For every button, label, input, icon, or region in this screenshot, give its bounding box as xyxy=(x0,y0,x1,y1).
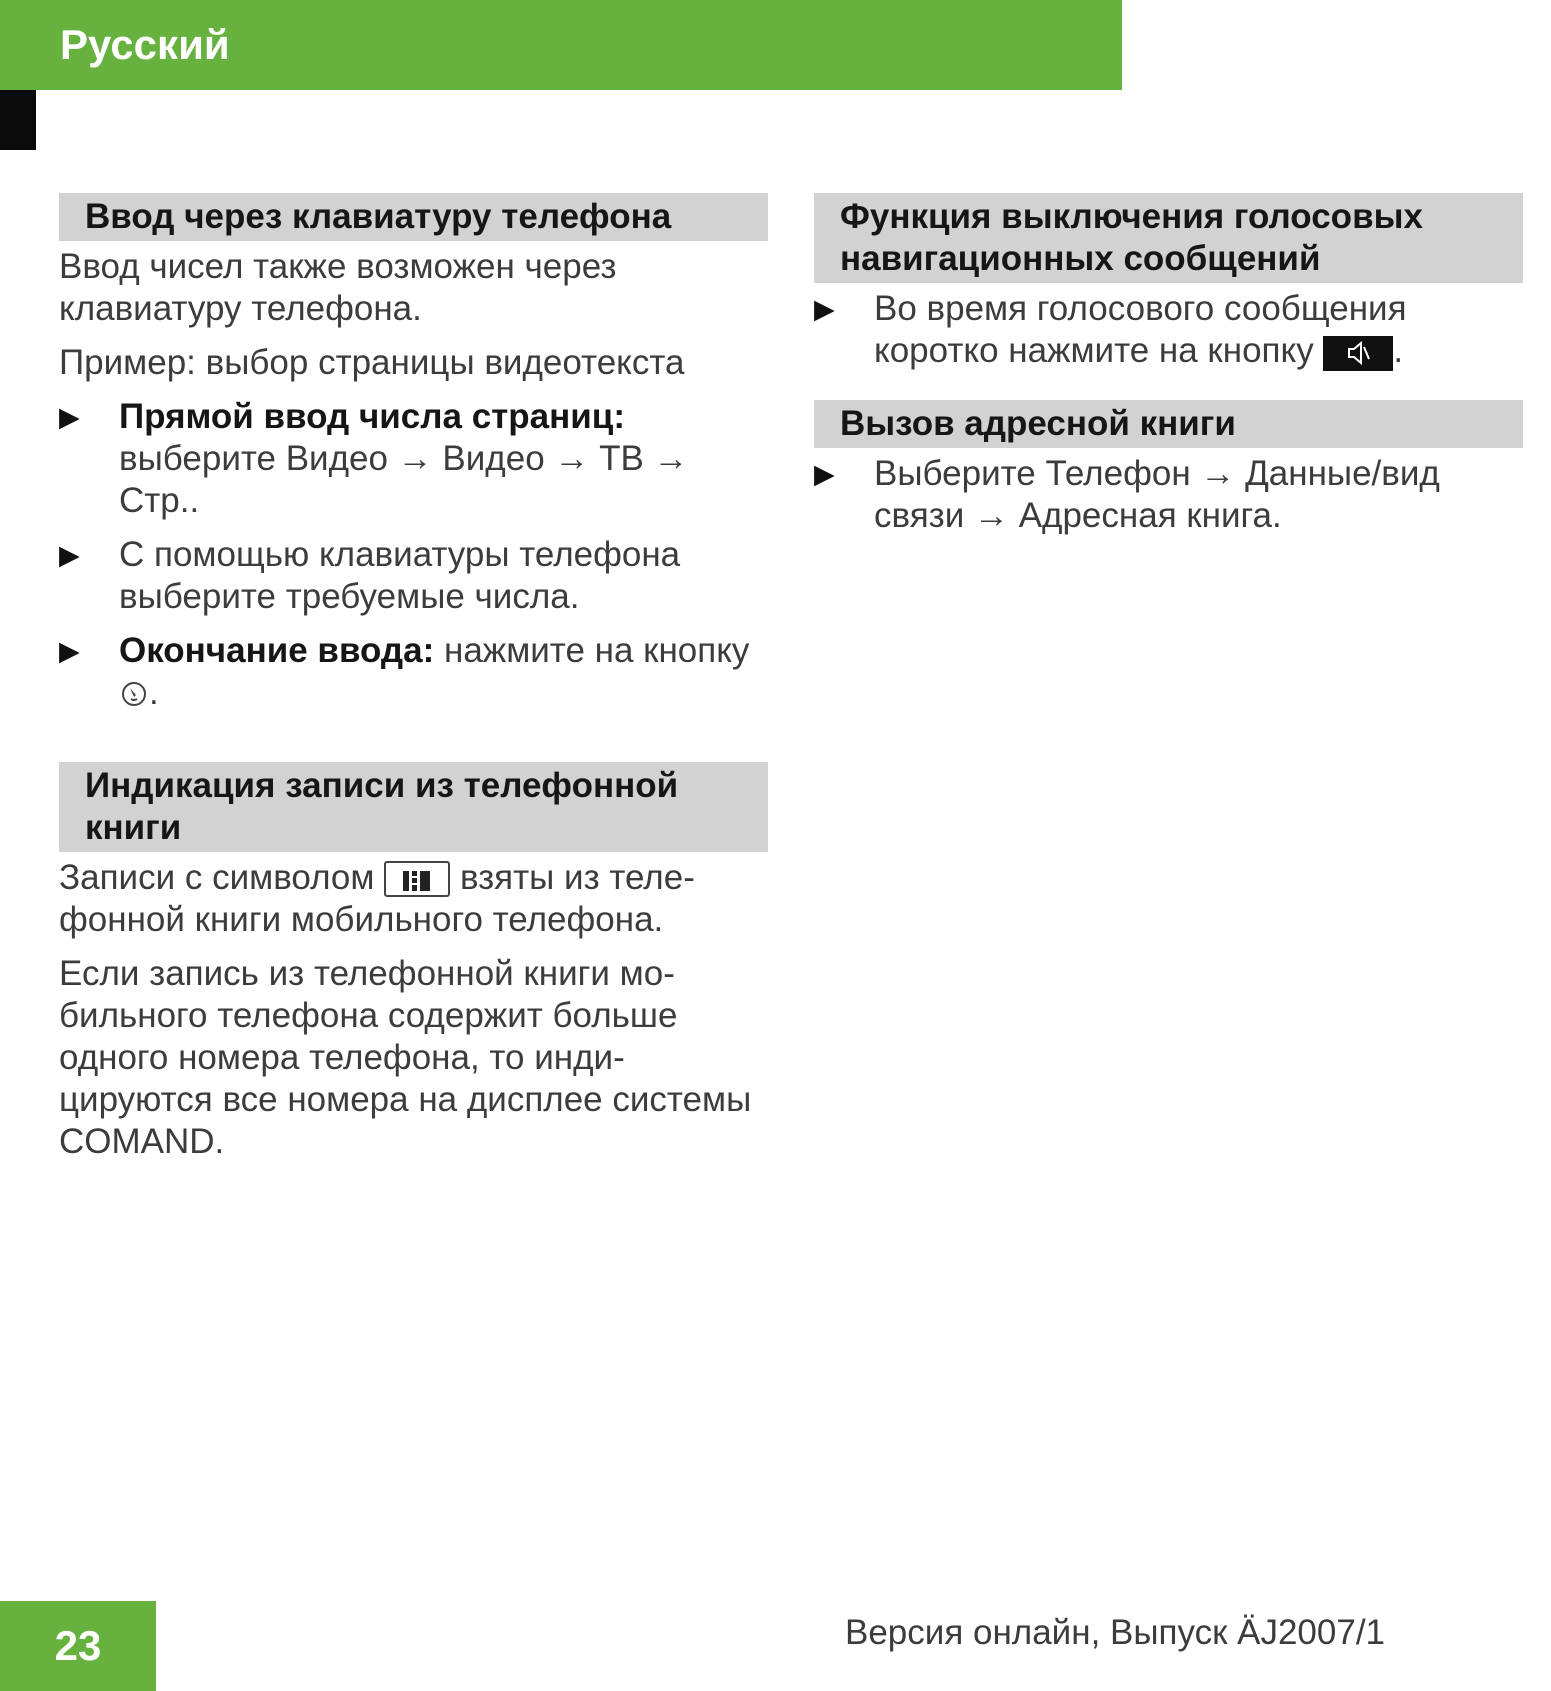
bullet-item xyxy=(814,288,1523,372)
paragraph: Записи с символом взяты из теле-фонной книги мобильного телефона. xyxy=(59,858,695,939)
bullet-text: нажмите на кнопку xyxy=(434,631,750,670)
section-heading-phone-keypad: Ввод через клавиатуру телефона xyxy=(59,193,768,241)
bullet-item xyxy=(59,630,768,718)
paragraph: Если запись из телефонной книги мо-бильного телефона содержит больше одного номера телефона, то инди-цируются все номера на дисплее системы COMAND. xyxy=(59,954,752,1161)
paragraph: Ввод чисел также возможен через клавиатуру телефона. xyxy=(59,247,617,328)
section-heading-voice-off: Функция выключения голосовых навигационных сообщений xyxy=(814,193,1523,283)
bullet-text-end: . xyxy=(1393,331,1404,370)
bullet-text-end: . xyxy=(149,673,159,712)
bullet-text: Во время голосового сообщения коротко нажмите на кнопку xyxy=(874,289,1407,370)
bullet-bold-label: Окончание ввода: xyxy=(119,631,435,670)
language-title: Русский xyxy=(60,21,230,68)
section-heading-address-book: Вызов адресной книги xyxy=(814,400,1523,448)
bullet-arrow-icon: ▶ xyxy=(59,636,80,666)
bullet-item xyxy=(814,453,1523,537)
thumb-index-marker xyxy=(0,90,36,150)
bullet-bold-label: Прямой ввод числа страниц: xyxy=(119,397,625,436)
bullet-item xyxy=(59,534,768,618)
mute-button-icon xyxy=(1323,336,1393,371)
right-column xyxy=(814,193,1523,549)
phonebook-symbol-icon xyxy=(384,861,450,897)
section-heading-phonebook-entries: Индикация записи из телефонной книги xyxy=(59,762,768,852)
bullet-text: выберите Видео → Видео → ТВ → Стр.. xyxy=(119,439,689,520)
bullet-arrow-icon: ▶ xyxy=(59,402,80,432)
header-bar xyxy=(0,0,1122,90)
left-column xyxy=(59,193,768,1175)
page-number: 23 xyxy=(0,1601,156,1691)
bullet-arrow-icon: ▶ xyxy=(59,540,80,570)
bullet-arrow-icon: ▶ xyxy=(814,459,835,489)
version-label: Версия онлайн, Выпуск ÄJ2007/1 xyxy=(845,1613,1386,1652)
bullet-arrow-icon: ▶ xyxy=(814,294,835,324)
bullet-text: Выберите Телефон → Данные/вид связи → Адресная книга. xyxy=(874,454,1440,535)
enter-button-icon xyxy=(119,676,149,718)
bullet-text: С помощью клавиатуры телефона выберите требуемые числа. xyxy=(119,535,681,616)
bullet-item xyxy=(59,396,768,522)
paragraph: Пример: выбор страницы видеотекста xyxy=(59,343,685,382)
